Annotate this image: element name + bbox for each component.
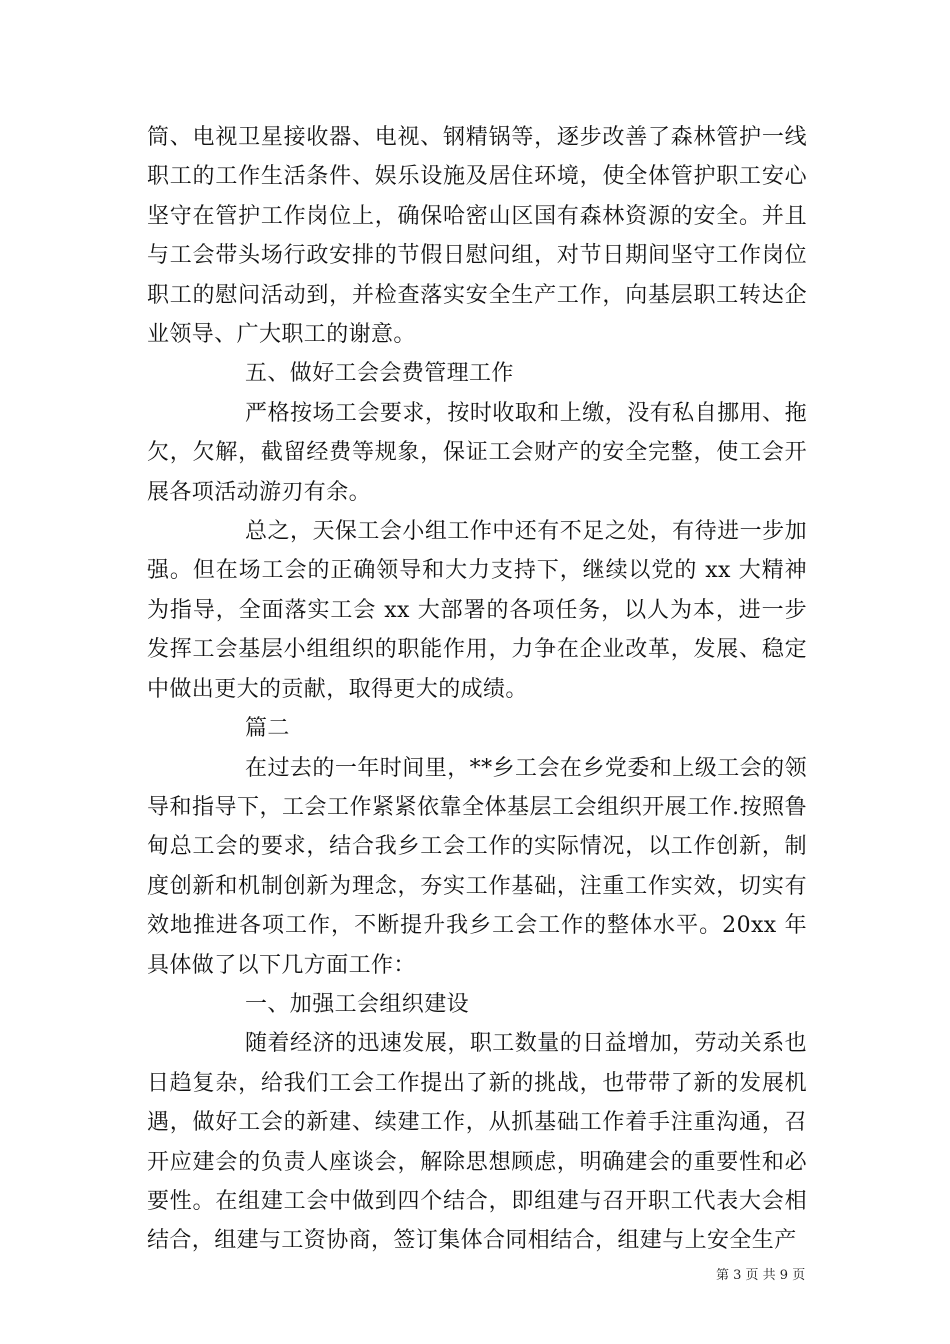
paragraph-part-two-intro: 在过去的一年时间里，**乡工会在乡党委和上级工会的领导和指导下，工会工作紧紧依靠全体基层工会组织开展工作.按照鲁甸总工会的要求，结合我乡工会工作的实际情况，以工作创新，制度创新和机制创新为理念，夯实工作基础，注重工作实效，切实有效地推进各项工作，不断提升我乡工会工作的整体水平。20xx 年具体做了以下几方面工作： [147, 755, 807, 978]
section-heading-organization: 一、加强工会组织建设 [245, 991, 470, 1017]
paragraph-summary: 总之，天保工会小组工作中还有不足之处，有待进一步加强。但在场工会的正确领导和大力支持下，继续以党的 xx 大精神为指导，全面落实工会 xx 大部署的各项任务，以人为本，进一步发挥工会基层小组组织的职能作用，力争在企业改革，发展、稳定中做出更大的贡献，取得更大的成绩。 [147, 519, 807, 702]
paragraph-fee-management: 严格按场工会要求，按时收取和上缴，没有私自挪用、拖欠，欠解，截留经费等规象，保证工会财产的安全完整，使工会开展各项活动游刃有余。 [147, 400, 807, 505]
paragraph-continuation: 筒、电视卫星接收器、电视、钢精锅等，逐步改善了森林管护一线职工的工作生活条件、娱乐设施及居住环境，使全体管护职工安心坚守在管护工作岗位上，确保哈密山区国有森林资源的安全。并且与工会带头场行政安排的节假日慰问组，对节日期间坚守工作岗位职工的慰问活动到，并检查落实安全生产工作，向基层职工转达企业领导、广大职工的谢意。 [147, 125, 807, 348]
section-heading-part-two: 篇二 [245, 716, 290, 742]
paragraph-organization: 随着经济的迅速发展，职工数量的日益增加，劳动关系也日趋复杂，给我们工会工作提出了新的挑战，也带带了新的发展机遇，做好工会的新建、续建工作，从抓基础工作着手注重沟通，召开应建会的负责人座谈会，解除思想顾虑，明确建会的重要性和必要性。在组建工会中做到四个结合，即组建与召开职工代表大会相结合，组建与工资协商，签订集体合同相结合，组建与上安全生产 [147, 1031, 807, 1254]
page-number-footer: 第 3 页 共 9 页 [716, 1268, 806, 1283]
document-body [147, 118, 807, 1261]
section-heading-fee-management: 五、做好工会会费管理工作 [245, 361, 514, 387]
